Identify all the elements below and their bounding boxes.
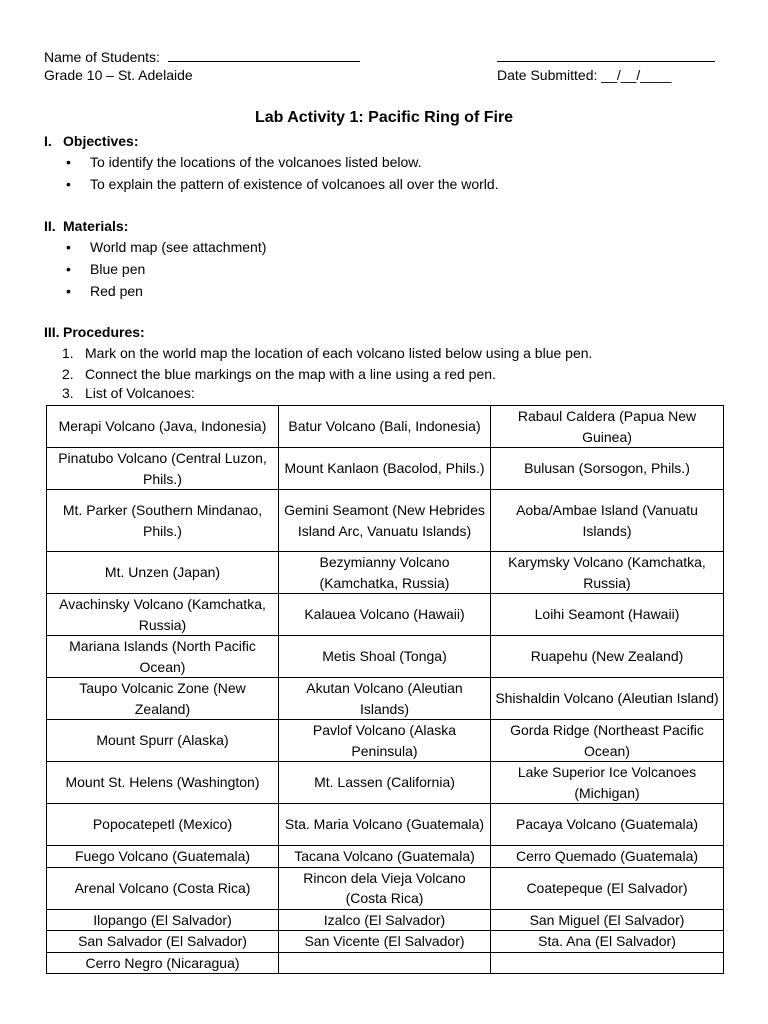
table-row: [47, 762, 724, 804]
table-cell: Mount St. Helens (Washington): [47, 762, 279, 804]
table-row: [47, 636, 724, 678]
step-text: List of Volcanoes:: [85, 385, 195, 401]
section-title: Objectives:: [63, 133, 139, 149]
material-item: [66, 260, 145, 278]
table-cell: Lake Superior Ice Volcanoes (Michigan): [491, 762, 724, 804]
table-row: [47, 490, 724, 552]
table-cell: Gorda Ridge (Northeast Pacific Ocean): [491, 720, 724, 762]
bullet-icon: •: [66, 176, 71, 192]
material-text: Red pen: [90, 283, 143, 299]
table-row: [47, 448, 724, 490]
objectives-heading: [44, 132, 138, 150]
section-title: Materials:: [63, 218, 129, 234]
page-title: Lab Activity 1: Pacific Ring of Fire: [254, 109, 514, 126]
step-text: Connect the blue markings on the map with a line using a red pen.: [85, 366, 496, 382]
table-cell: Pavlof Volcano (Alaska Peninsula): [279, 720, 491, 762]
top-right-blank[interactable]: [497, 48, 715, 62]
material-text: Blue pen: [90, 261, 146, 277]
procedure-step: [62, 384, 195, 402]
table-cell: Popocatepetl (Mexico): [47, 804, 279, 846]
material-item: [66, 282, 143, 300]
table-cell: Pacaya Volcano (Guatemala): [491, 804, 724, 846]
table-cell: Shishaldin Volcano (Aleutian Island): [491, 678, 724, 720]
table-cell: Akutan Volcano (Aleutian Islands): [279, 678, 491, 720]
table-cell: Arenal Volcano (Costa Rica): [47, 867, 279, 909]
table-cell: Kalauea Volcano (Hawaii): [279, 594, 491, 636]
objective-text: To identify the locations of the volcanoes listed below.: [90, 154, 422, 170]
table-row: [47, 952, 724, 974]
table-cell: Batur Volcano (Bali, Indonesia): [279, 406, 491, 448]
table-cell: San Miguel (El Salvador): [491, 909, 724, 931]
table-cell: Sta. Maria Volcano (Guatemala): [279, 804, 491, 846]
table-cell: Fuego Volcano (Guatemala): [47, 846, 279, 868]
table-cell: Rabaul Caldera (Papua New Guinea): [491, 406, 724, 448]
bullet-icon: •: [66, 154, 71, 170]
table-row: [47, 594, 724, 636]
table-cell: Rincon dela Vieja Volcano (Costa Rica): [279, 867, 491, 909]
table-cell: Cerro Quemado (Guatemala): [491, 846, 724, 868]
table-cell: Ruapehu (New Zealand): [491, 636, 724, 678]
table-cell: Pinatubo Volcano (Central Luzon, Phils.): [47, 448, 279, 490]
table-row: [47, 678, 724, 720]
table-row: [47, 720, 724, 762]
table-row: [47, 804, 724, 846]
step-number: 1.: [62, 345, 74, 361]
table-cell: Izalco (El Salvador): [279, 909, 491, 931]
top-right-blank-line: [497, 48, 715, 66]
bullet-icon: •: [66, 283, 71, 299]
table-cell: Mariana Islands (North Pacific Ocean): [47, 636, 279, 678]
bullet-icon: •: [66, 239, 71, 255]
table-cell: [491, 952, 724, 974]
material-item: [66, 238, 266, 256]
date-label: Date Submitted:: [497, 67, 598, 83]
table-cell: Sta. Ana (El Salvador): [491, 931, 724, 953]
section-number: I.: [44, 133, 52, 149]
table-row: [47, 846, 724, 868]
table-cell: Avachinsky Volcano (Kamchatka, Russia): [47, 594, 279, 636]
table-cell: Ilopango (El Salvador): [47, 909, 279, 931]
table-row: [47, 552, 724, 594]
table-cell: Gemini Seamont (New Hebrides Island Arc, Vanuatu Islands): [279, 490, 491, 552]
material-text: World map (see attachment): [90, 239, 267, 255]
step-text: Mark on the world map the location of each volcano listed below using a blue pen.: [85, 345, 593, 361]
objective-item: [66, 153, 422, 171]
name-blank[interactable]: [168, 48, 360, 62]
table-row: [47, 867, 724, 909]
name-label: Name of Students:: [44, 49, 160, 65]
section-number: III.: [44, 324, 60, 340]
bullet-icon: •: [66, 261, 71, 277]
volcano-table: [46, 405, 724, 974]
table-row: [47, 931, 724, 953]
table-cell: Bulusan (Sorsogon, Phils.): [491, 448, 724, 490]
section-title: Procedures:: [63, 324, 145, 340]
table-cell: Karymsky Volcano (Kamchatka, Russia): [491, 552, 724, 594]
date-submitted-line: [497, 66, 671, 84]
table-cell: Mt. Parker (Southern Mindanao, Phils.): [47, 490, 279, 552]
objective-text: To explain the pattern of existence of volcanoes all over the world.: [90, 176, 499, 192]
procedure-step: [62, 344, 592, 362]
table-cell: Coatepeque (El Salvador): [491, 867, 724, 909]
table-cell: Tacana Volcano (Guatemala): [279, 846, 491, 868]
objective-item: [66, 175, 499, 193]
table-cell: Mount Spurr (Alaska): [47, 720, 279, 762]
table-cell: Bezymianny Volcano (Kamchatka, Russia): [279, 552, 491, 594]
table-cell: Mount Kanlaon (Bacolod, Phils.): [279, 448, 491, 490]
step-number: 2.: [62, 366, 74, 382]
section-number: II.: [44, 218, 56, 234]
table-row: [47, 406, 724, 448]
table-cell: Loihi Seamont (Hawaii): [491, 594, 724, 636]
table-cell: Mt. Unzen (Japan): [47, 552, 279, 594]
table-cell: Mt. Lassen (California): [279, 762, 491, 804]
table-cell: Merapi Volcano (Java, Indonesia): [47, 406, 279, 448]
table-cell: [279, 952, 491, 974]
table-cell: Aoba/Ambae Island (Vanuatu Islands): [491, 490, 724, 552]
grade-section: Grade 10 – St. Adelaide: [44, 67, 193, 83]
step-number: 3.: [62, 385, 74, 401]
name-of-students-line: [44, 48, 360, 66]
table-cell: San Salvador (El Salvador): [47, 931, 279, 953]
table-cell: San Vicente (El Salvador): [279, 931, 491, 953]
materials-heading: [44, 217, 128, 235]
table-cell: Taupo Volcanic Zone (New Zealand): [47, 678, 279, 720]
procedures-heading: [44, 323, 145, 341]
table-row: [47, 909, 724, 931]
date-blank[interactable]: __/__/____: [601, 67, 672, 83]
table-cell: Metis Shoal (Tonga): [279, 636, 491, 678]
table-cell: Cerro Negro (Nicaragua): [47, 952, 279, 974]
procedure-step: [62, 365, 496, 383]
